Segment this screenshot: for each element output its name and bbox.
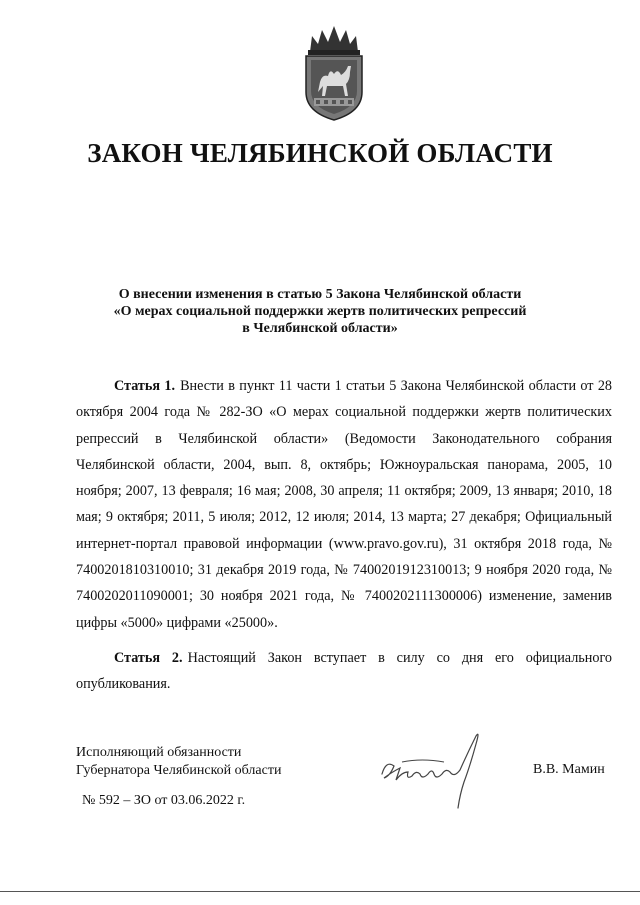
subject-line: «О мерах социальной поддержки жертв политических репрессий	[113, 304, 527, 319]
law-title: ЗАКОН ЧЕЛЯБИНСКОЙ ОБЛАСТИ	[87, 138, 553, 168]
signatory-position-line: Губернатора Челябинской области	[76, 763, 282, 778]
subject-line: О внесении изменения в статью 5 Закона Челябинской области	[118, 287, 522, 302]
page-bottom-divider	[0, 891, 640, 892]
signatory-position-line: Исполняющий обязанности	[76, 745, 242, 760]
signature-icon	[372, 722, 492, 812]
article-1	[76, 373, 612, 636]
coat-of-arms-icon	[294, 22, 374, 122]
law-subject	[60, 286, 580, 337]
article-2-text: Настоящий Закон вступает в силу со дня его официального опубликования.	[76, 650, 613, 693]
article-2	[76, 645, 612, 698]
signatory-position	[76, 744, 281, 780]
subject-line: в Челябинской области»	[242, 321, 398, 336]
article-1-label: Статья 1.	[114, 378, 176, 394]
document-number: № 592 – ЗО от 03.06.2022 г.	[82, 793, 246, 808]
article-1-text: Внести в пункт 11 части 1 статьи 5 Закона Челябинской области от 28 октября 2004 года № 282-ЗО «О мерах социальной поддержки жертв политических репрессий в Челябинской области» (Ведомости Законодательного собрания Челябинской области, 2004, вып. 8, октябрь; Южноуральская панорама, 2005, 10 ноября; 2007, 13 февраля; 16 мая; 2008, 30 апреля; 11 октября; 2009, 13 января; 2010, 18 мая; 9 октября; 2011, 5 июля; 2012, 12 июля; 2014, 13 марта; 27 декабря; Официальный интернет-портал правовой информации (www.pravo.gov.ru), 31 октября 2018 года, № 7400201810310010; 31 декабря 2019 года, № 7400201912310013; 9 ноября 2020 года, № 7400202011090001; 30 ноября 2021 года, № 7400202111300006) изменение, заменив цифры «5000» цифрами «25000».	[76, 378, 613, 631]
signatory-name: В.В. Мамин	[533, 762, 605, 777]
article-2-label: Статья 2.	[114, 650, 183, 666]
